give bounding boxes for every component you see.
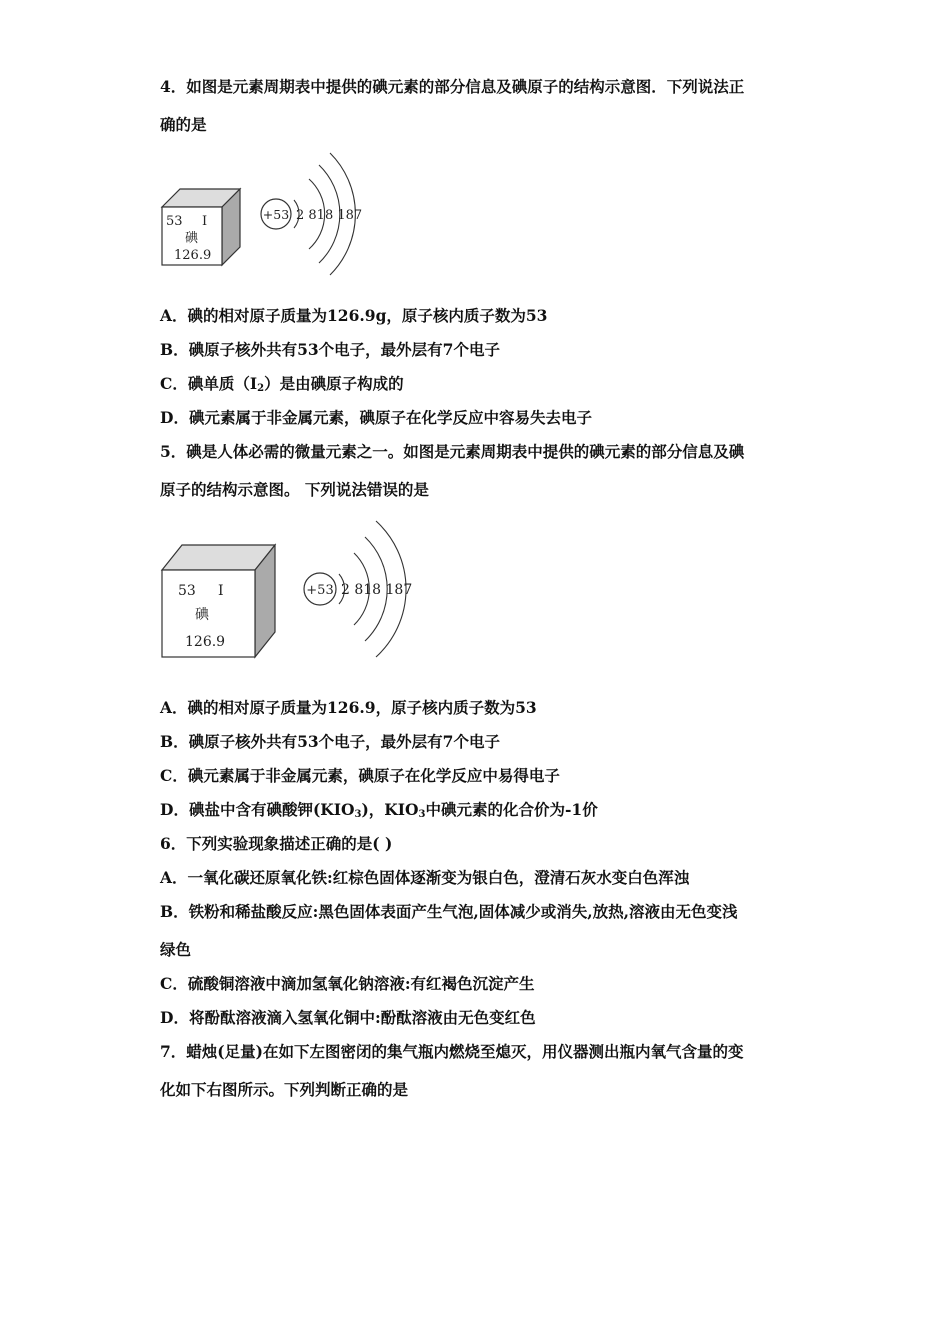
q7-stem-line1: 7．蜡烛(足量)在如下左图密闭的集气瓶内燃烧至熄灭，用仪器测出瓶内氧气含量的变 [160,1042,744,1061]
q4-option-b: B．碘原子核外共有53个电子，最外层有7个电子 [160,340,500,359]
q6-stem: 6．下列实验现象描述正确的是( ) [160,834,393,853]
q5-option-a: A．碘的相对原子质量为126.9，原子核内质子数为53 [160,698,537,717]
q5-stem-line2: 原子的结构示意图。 下列说法错误的是 [160,480,429,499]
q6-option-c: C．硫酸铜溶液中滴加氢氧化钠溶液:有红褐色沉淀产生 [160,974,535,993]
q4-atomic-mass: 126.9 [174,248,212,263]
q4-option-a: A．碘的相对原子质量为126.9g，原子核内质子数为53 [160,306,548,325]
q6-option-b-line2: 绿色 [160,940,192,959]
q5-option-d-pre: D．碘盐中含有碘酸钾(KIO [160,800,355,819]
q5-figure [158,515,428,665]
q6-option-d: D．将酚酞溶液滴入氢氧化铜中:酚酞溶液由无色变红色 [160,1008,536,1027]
q5-nucleus-charge: +53 [306,583,334,598]
q4-element-name: 碘 [185,231,199,246]
q4-figure [158,145,378,285]
q5-stem-line1: 5．碘是人体必需的微量元素之一。如图是元素周期表中提供的碘元素的部分信息及碘 [160,442,745,461]
q4-option-c-sub: 2 [257,383,265,394]
q4-option-c [160,374,404,399]
q5-option-d-sub1: 3 [354,809,362,820]
q5-atomic-number: 53 [178,583,196,599]
q4-atomic-number: 53 [166,214,183,229]
q4-option-c-pre: C．碘单质（I [160,374,258,393]
q5-electron-shells: 2 818 187 [341,582,413,598]
q5-option-d [160,800,598,825]
q7-stem-line2: 化如下右图所示。下列判断正确的是 [160,1080,409,1099]
q5-option-b: B．碘原子核外共有53个电子，最外层有7个电子 [160,732,500,751]
q4-electron-shells: 2 818 187 [296,208,363,223]
q4-element-symbol: I [202,214,208,229]
q5-element-name: 碘 [195,607,209,623]
q5-option-d-mid: )，KIO [361,800,419,819]
q5-atomic-mass: 126.9 [185,634,226,650]
q4-stem-line2: 确的是 [160,115,207,134]
q6-option-a: A．一氧化碳还原氧化铁:红棕色固体逐渐变为银白色，澄清石灰水变白色浑浊 [160,868,690,887]
q4-nucleus-charge: +53 [262,207,290,222]
q5-element-symbol: I [218,583,224,599]
q4-stem-line1: 4．如图是元素周期表中提供的碘元素的部分信息及碘原子的结构示意图．下列说法正 [160,77,745,96]
q4-option-d: D．碘元素属于非金属元素，碘原子在化学反应中容易失去电子 [160,408,592,427]
q5-option-d-sub2: 3 [418,809,426,820]
q5-option-c: C．碘元素属于非金属元素，碘原子在化学反应中易得电子 [160,766,560,785]
q4-option-c-post: ）是由碘原子构成的 [264,374,404,393]
q5-option-d-post: 中碘元素的化合价为-1价 [425,800,598,819]
q6-option-b-line1: B．铁粉和稀盐酸反应:黑色固体表面产生气泡,固体减少或消失,放热,溶液由无色变浅 [160,902,738,921]
